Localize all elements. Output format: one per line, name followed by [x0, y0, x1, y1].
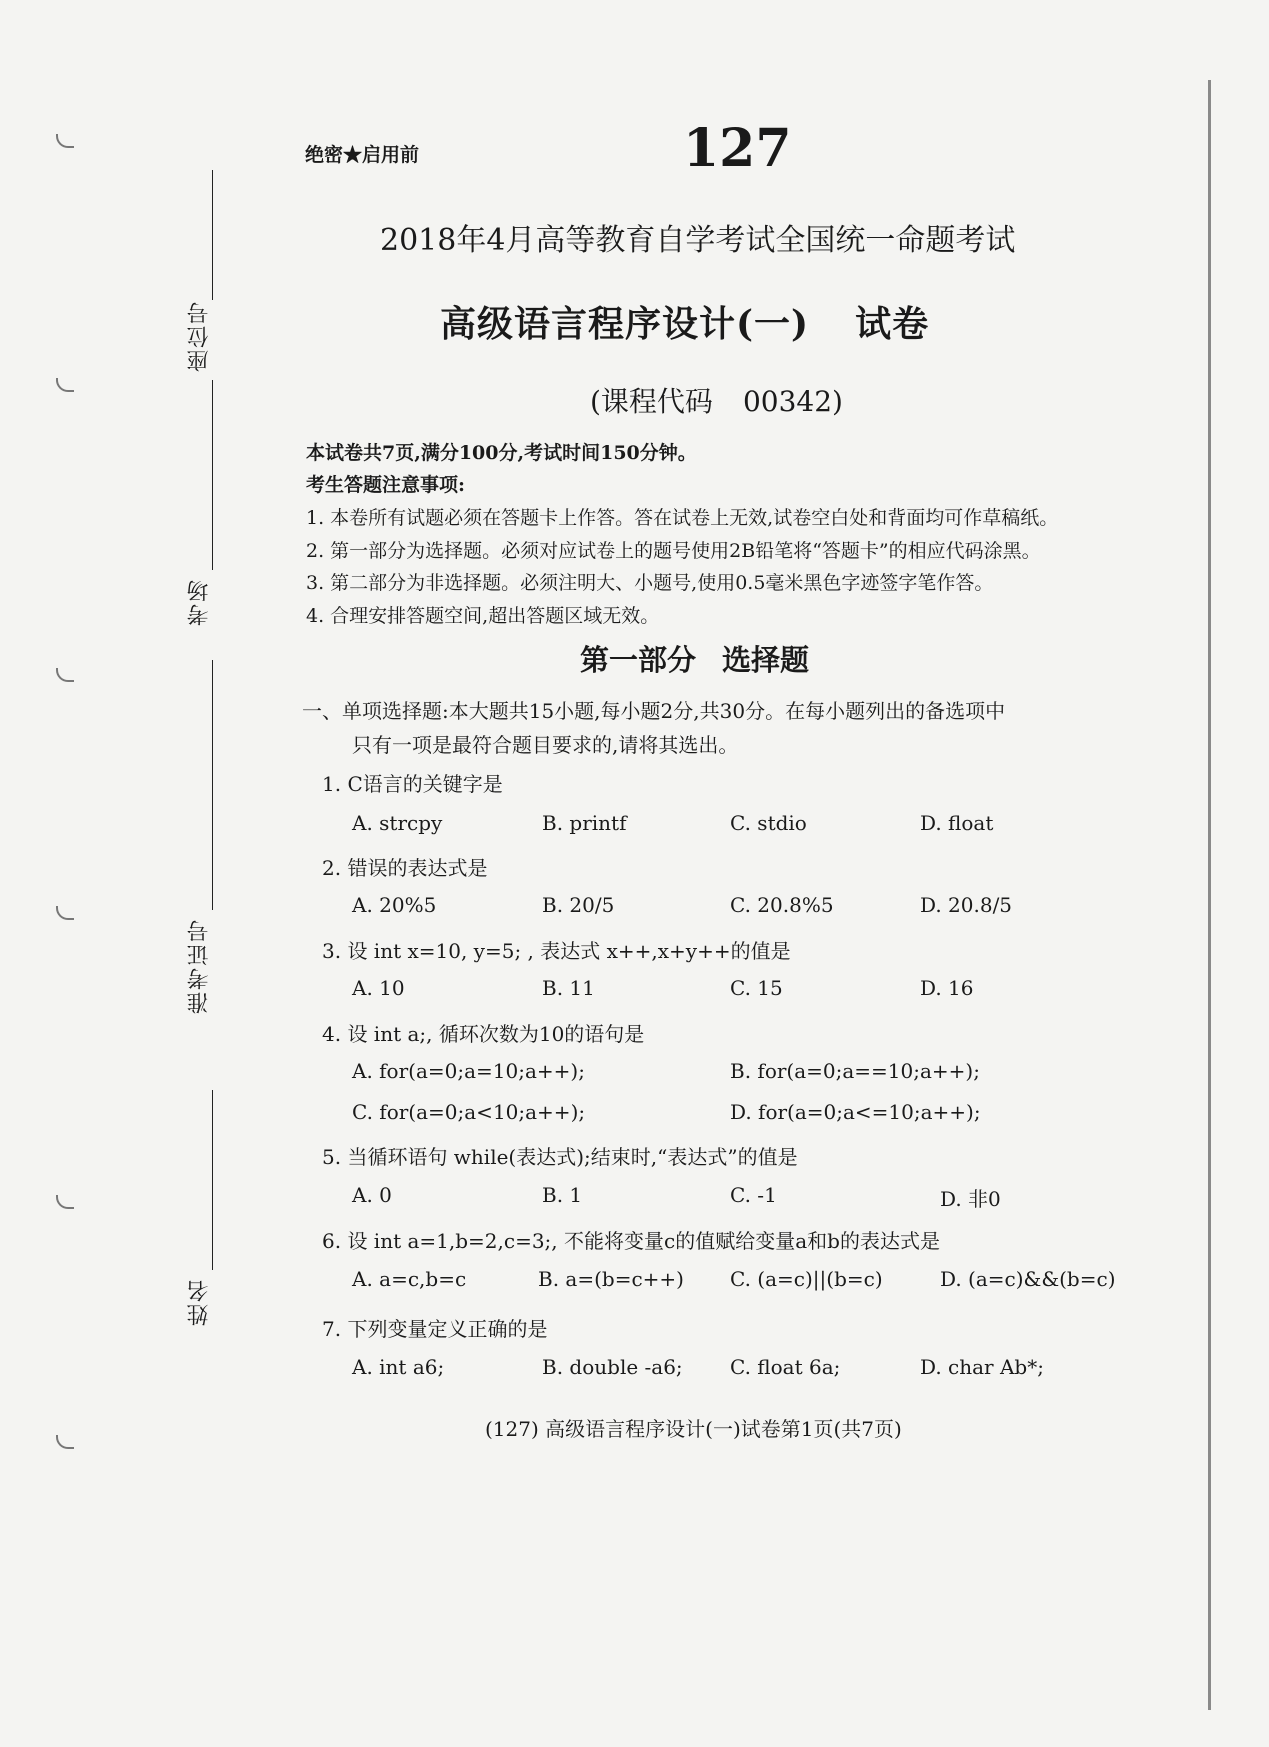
page-footer: (127) 高级语言程序设计(一)试卷第1页(共7页) — [485, 1417, 902, 1441]
paper-title — [440, 296, 929, 347]
question-1-option-c: C. stdio — [730, 811, 807, 835]
question-6-option-c: C. (a=c)||(b=c) — [730, 1267, 883, 1291]
question-4-stem: 4. 设 int a;, 循环次数为10的语句是 — [322, 1022, 645, 1046]
intro-text: 本试卷共7页,满分100分,考试时间150分钟。 — [306, 442, 697, 464]
question-6-option-b: B. a=(b=c++) — [538, 1267, 684, 1291]
paper-title-main: 高级语言程序设计(一) — [440, 303, 810, 345]
part-title-number: 第一部分 — [580, 643, 697, 677]
question-1-option-d: D. float — [920, 811, 994, 835]
question-5-stem: 5. 当循环语句 while(表达式);结束时,“表达式”的值是 — [322, 1145, 798, 1169]
page-code: 127 — [683, 118, 792, 179]
side-label-room: 考场 — [187, 578, 212, 626]
binding-hole-mark — [56, 906, 74, 920]
question-3-stem: 3. 设 int x=10, y=5; , 表达式 x++,x+y++的值是 — [322, 939, 791, 963]
notes-title: 考生答题注意事项: — [306, 474, 466, 496]
question-2-option-a: A. 20%5 — [352, 893, 437, 917]
binding-hole-mark — [56, 1435, 74, 1449]
side-label-seat: 座位号 — [187, 300, 212, 372]
question-4-option-a: A. for(a=0;a=10;a++); — [352, 1059, 585, 1083]
fill-line-name — [212, 1090, 213, 1270]
section-heading — [302, 694, 1005, 762]
note-3: 3. 第二部分为非选择题。必须注明大、小题号,使用0.5毫米黑色字迹签字笔作答。 — [306, 572, 994, 594]
question-5-option-d: D. 非0 — [940, 1187, 1001, 1211]
question-6-stem: 6. 设 int a=1,b=2,c=3;, 不能将变量c的值赋给变量a和b的表达式是 — [322, 1229, 940, 1253]
question-3-option-a: A. 10 — [352, 976, 405, 1000]
question-2-option-c: C. 20.8%5 — [730, 893, 834, 917]
question-7-option-a: A. int a6; — [352, 1355, 445, 1379]
question-7-option-b: B. double -a6; — [542, 1355, 683, 1379]
paper-title-suffix: 试卷 — [855, 303, 930, 345]
section-heading-line-2: 只有一项是最符合题目要求的,请将其选出。 — [352, 733, 739, 757]
binding-hole-mark — [56, 1195, 74, 1209]
fill-line-id — [212, 660, 213, 910]
question-7-stem: 7. 下列变量定义正确的是 — [322, 1317, 548, 1341]
course-code-line — [590, 380, 843, 420]
question-4-option-d: D. for(a=0;a<=10;a++); — [730, 1100, 981, 1124]
part-title — [580, 638, 809, 679]
note-1: 1. 本卷所有试题必须在答题卡上作答。答在试卷上无效,试卷空白处和背面均可作草稿纸。 — [306, 507, 1059, 529]
course-code: 00342) — [742, 385, 843, 418]
question-7-option-d: D. char Ab*; — [920, 1355, 1044, 1379]
part-title-name: 选择题 — [722, 643, 810, 677]
question-4-option-b: B. for(a=0;a==10;a++); — [730, 1059, 980, 1083]
question-3-option-b: B. 11 — [542, 976, 595, 1000]
fill-line-room — [212, 380, 213, 570]
question-1-option-b: B. printf — [542, 811, 627, 835]
secret-label: 绝密★启用前 — [305, 144, 420, 166]
question-1-stem: 1. C语言的关键字是 — [322, 772, 503, 796]
side-label-name: 姓名 — [187, 1278, 212, 1326]
question-3-option-c: C. 15 — [730, 976, 783, 1000]
fill-line-seat — [212, 170, 213, 300]
question-5-option-a: A. 0 — [352, 1183, 392, 1207]
binding-hole-mark — [56, 134, 74, 148]
question-3-option-d: D. 16 — [920, 976, 974, 1000]
question-2-option-d: D. 20.8/5 — [920, 893, 1013, 917]
question-5-option-b: B. 1 — [542, 1183, 583, 1207]
question-1-option-a: A. strcpy — [352, 811, 443, 835]
binding-hole-mark — [56, 668, 74, 682]
question-5-option-c: C. -1 — [730, 1183, 777, 1207]
section-heading-line-1: 一、单项选择题:本大题共15小题,每小题2分,共30分。在每小题列出的备选项中 — [302, 699, 1006, 723]
note-4: 4. 合理安排答题空间,超出答题区域无效。 — [306, 605, 660, 627]
question-2-stem: 2. 错误的表达式是 — [322, 856, 488, 880]
question-6-option-a: A. a=c,b=c — [352, 1267, 467, 1291]
page-edge-line — [1208, 80, 1211, 1710]
question-7-option-c: C. float 6a; — [730, 1355, 841, 1379]
exam-title: 2018年4月高等教育自学考试全国统一命题考试 — [380, 223, 1016, 258]
binding-hole-mark — [56, 378, 74, 392]
question-6-option-d: D. (a=c)&&(b=c) — [940, 1267, 1116, 1291]
question-2-option-b: B. 20/5 — [542, 893, 615, 917]
note-2: 2. 第一部分为选择题。必须对应试卷上的题号使用2B铅笔将“答题卡”的相应代码涂黑。 — [306, 540, 1041, 562]
course-label: (课程代码 — [590, 385, 713, 418]
side-label-admission-id: 准考证号 — [187, 918, 212, 1014]
question-4-option-c: C. for(a=0;a<10;a++); — [352, 1100, 586, 1124]
